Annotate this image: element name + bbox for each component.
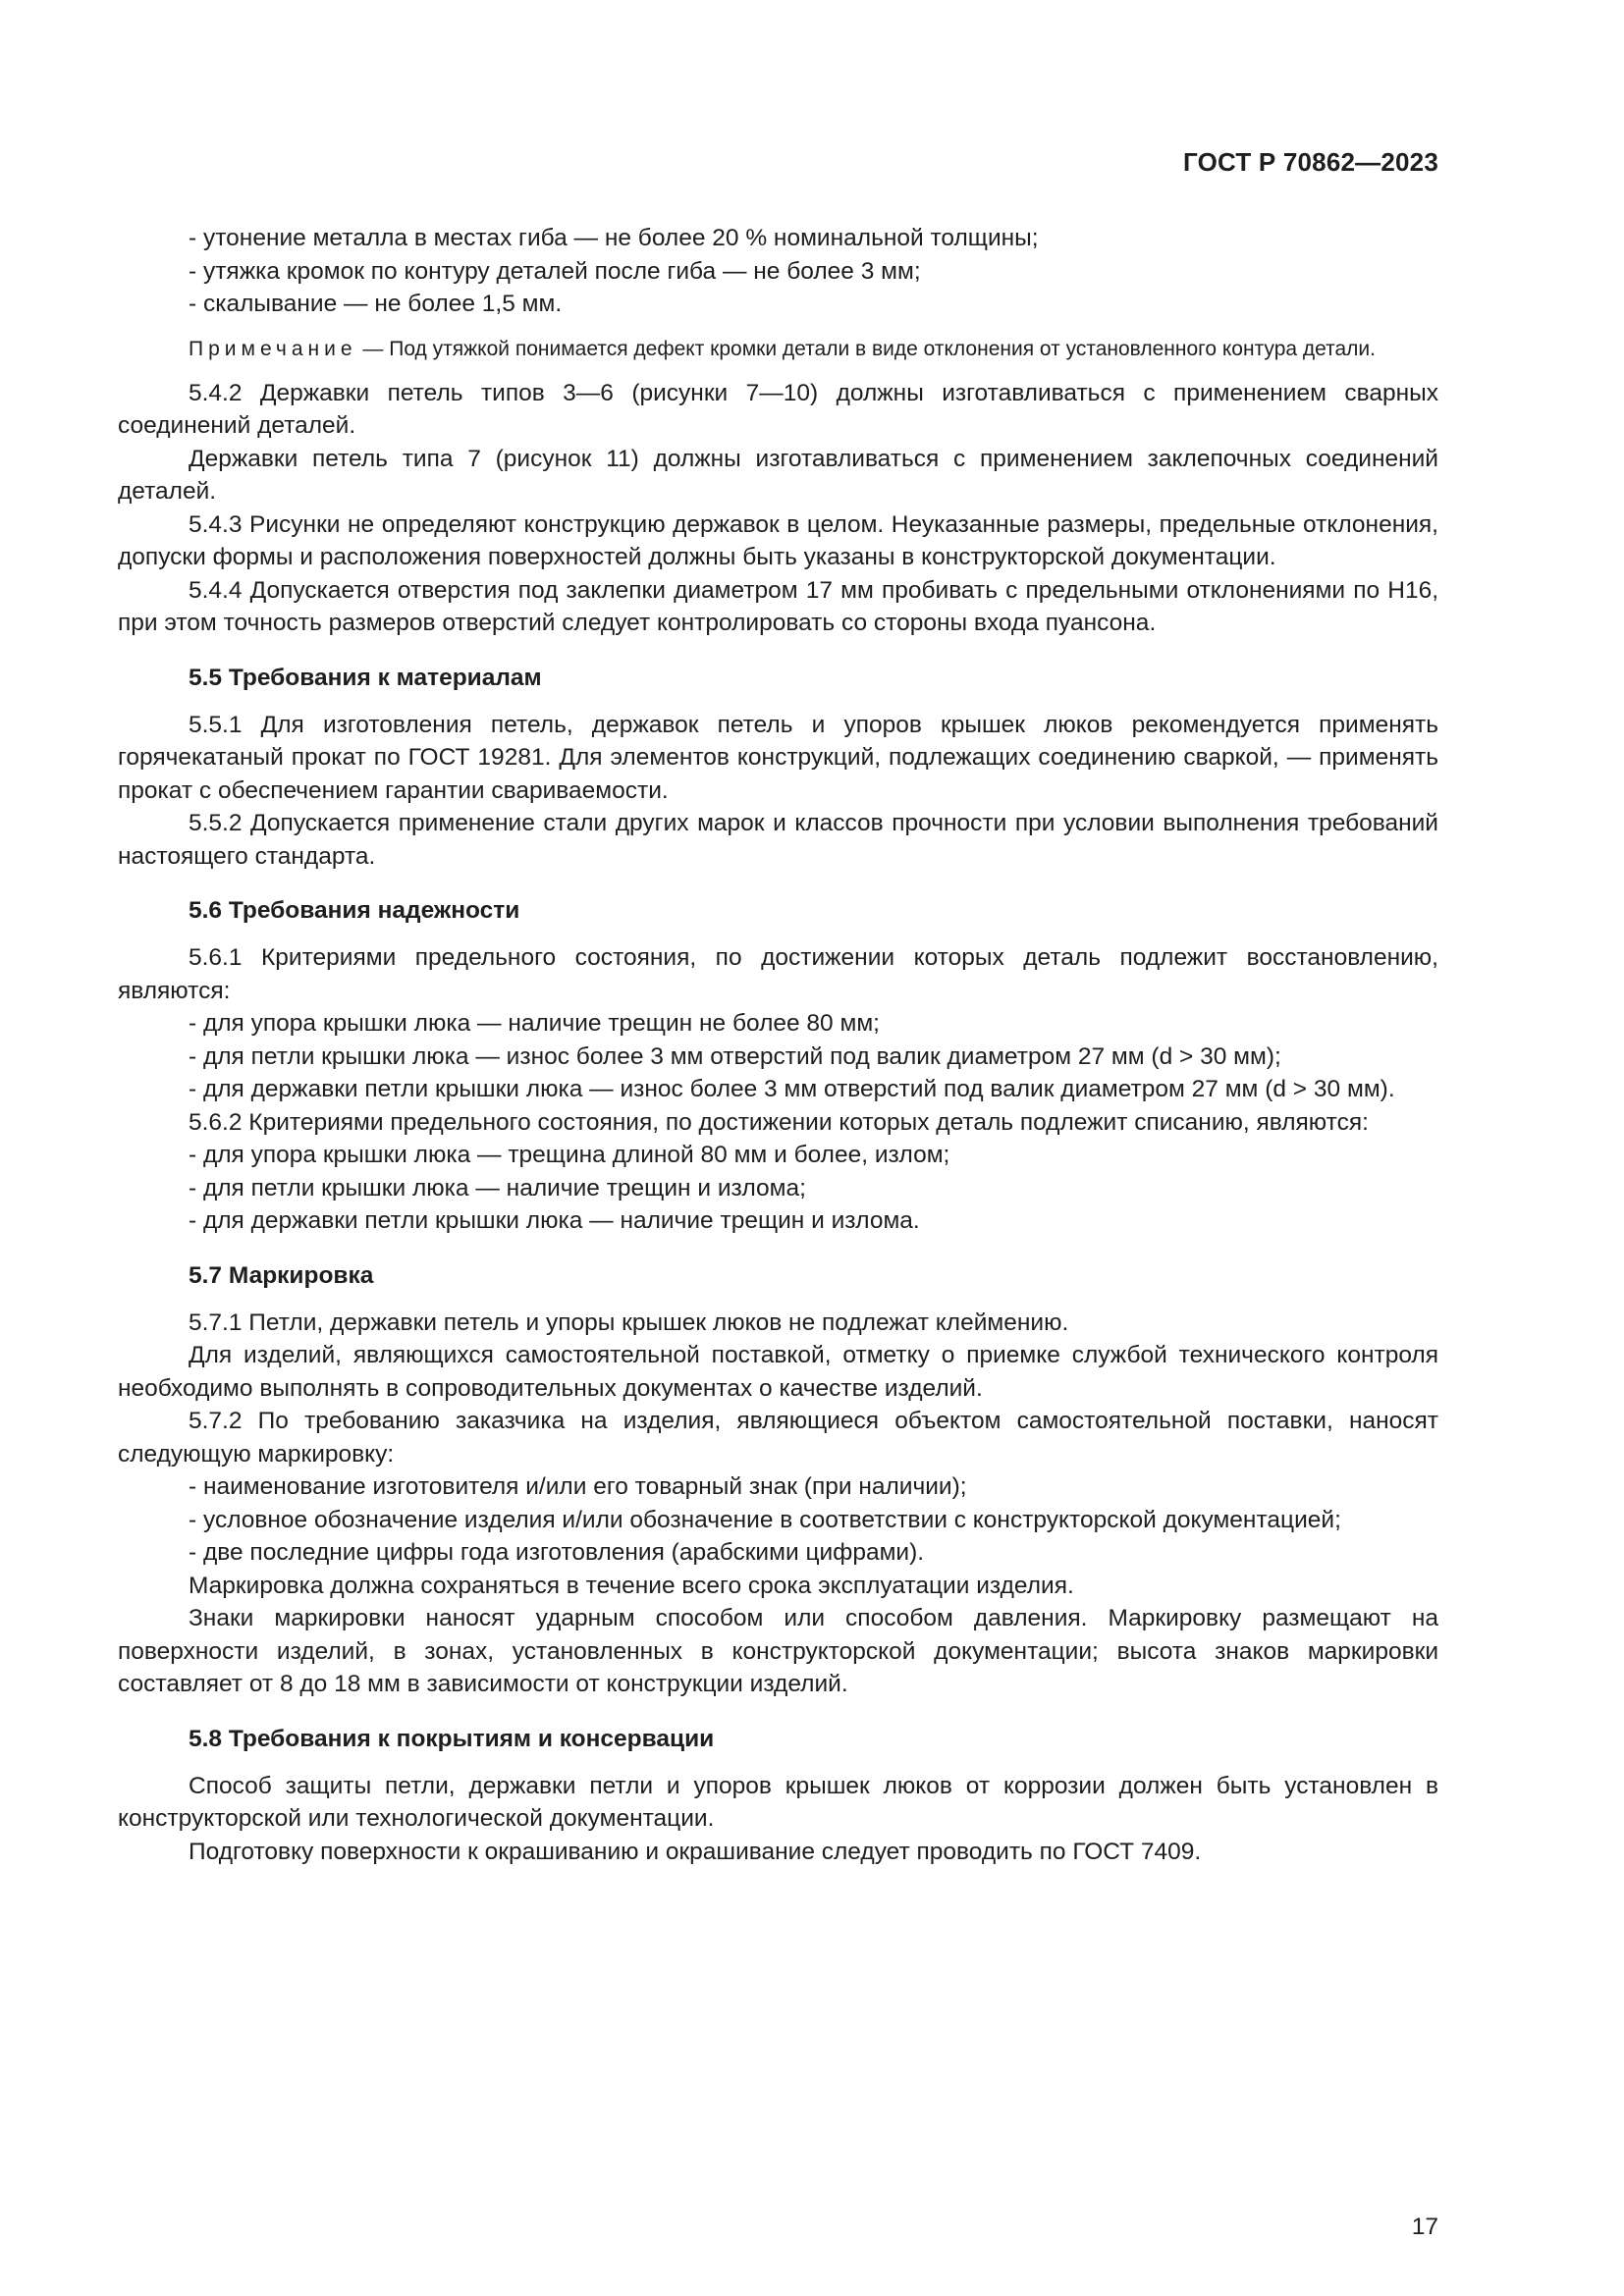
paragraph: Державки петель типа 7 (рисунок 11) должны изготавливаться с применением заклепочных соединений деталей. (118, 445, 1438, 505)
paragraph: Для изделий, являющихся самостоятельной поставкой, отметку о приемке службой технического контроля необходимо выполнять в сопроводительных документах о качестве изделий. (118, 1342, 1438, 1402)
list-item: - для упора крышки люка — трещина длиной 80 мм и более, излом; (189, 1142, 950, 1168)
paragraph: 5.5.2 Допускается применение стали других марок и классов прочности при условии выполнения требований настоящего стандарта. (118, 810, 1438, 870)
list-item: - скалывание — не более 1,5 мм. (189, 291, 563, 317)
list-item: - две последние цифры года изготовления (арабскими цифрами). (189, 1539, 925, 1566)
paragraph: Подготовку поверхности к окрашиванию и окрашивание следует проводить по ГОСТ 7409. (189, 1838, 1202, 1865)
list-item: - для петли крышки люка — наличие трещин и излома; (189, 1174, 806, 1201)
paragraph: Знаки маркировки наносят ударным способом или способом давления. Маркировку размещают на поверхности изделий, в зонах, установленных в конструкторской документации; высота знаков маркировки составляет от 8 до 18 мм в зависимости от конструкции изделий. (118, 1605, 1438, 1697)
note-label: Примечание (189, 337, 357, 360)
note (118, 335, 1438, 363)
section-heading-5-8: 5.8 Требования к покрытиям и консервации (189, 1725, 715, 1752)
list-item: - для упора крышки люка — наличие трещин не более 80 мм; (189, 1010, 880, 1037)
section-heading-5-7: 5.7 Маркировка (189, 1261, 374, 1289)
document-body (118, 222, 1438, 1868)
section-5-8 (118, 1770, 1438, 1869)
paragraph: 5.7.1 Петли, державки петель и упоры крышек люков не подлежат клеймению. (189, 1308, 1069, 1336)
paragraph: 5.6.2 Критериями предельного состояния, по достижении которых деталь подлежит списанию, являются: (189, 1108, 1369, 1136)
paragraph: 5.4.4 Допускается отверстия под заклепки диаметром 17 мм пробивать с предельными отклонениями по Н16, при этом точность размеров отверстий следует контролировать со стороны входа пуансона. (118, 576, 1438, 636)
page-number: 17 (1411, 2214, 1438, 2240)
paragraph: 5.5.1 Для изготовления петель, державок петель и упоров крышек люков рекомендуется применять горячекатаный прокат по ГОСТ 19281. Для элементов конструкций, подлежащих соединению сваркой, — применять прокат с обеспечением гарантии свариваемости. (118, 711, 1438, 804)
clause-5-4 (118, 377, 1438, 640)
list-item: - утяжка кромок по контуру деталей после гиба — не более 3 мм; (189, 257, 921, 285)
paragraph: Маркировка должна сохраняться в течение всего срока эксплуатации изделия. (189, 1572, 1074, 1599)
document-id: ГОСТ Р 70862—2023 (1183, 147, 1438, 177)
list-item: - утонение металла в местах гиба — не более 20 % номинальной толщины; (189, 225, 1039, 251)
intro-list (118, 222, 1438, 321)
section-5-6 (118, 941, 1438, 1238)
paragraph: 5.4.2 Державки петель типов 3—6 (рисунки 7—10) должны изготавливаться с применением сварных соединений деталей. (118, 379, 1438, 439)
list-item: - для державки петли крышки люка — наличие трещин и излома. (189, 1207, 920, 1234)
note-text: — Под утяжкой понимается дефект кромки детали в виде отклонения от установленного контура детали. (362, 337, 1377, 360)
list-item: - для петли крышки люка — износ более 3 мм отверстий под валик диаметром 27 мм (d > 30 мм); (189, 1042, 1281, 1070)
section-5-7 (118, 1307, 1438, 1701)
paragraph: 5.7.2 По требованию заказчика на изделия, являющиеся объектом самостоятельной поставки, наносят следующую маркировку: (118, 1408, 1438, 1468)
section-heading-5-5: 5.5 Требования к материалам (189, 664, 542, 691)
paragraph: 5.6.1 Критериями предельного состояния, по достижении которых деталь подлежит восстановлению, являются: (118, 944, 1438, 1004)
section-heading-5-6: 5.6 Требования надежности (189, 897, 520, 924)
list-item: - для державки петли крышки люка — износ более 3 мм отверстий под валик диаметром 27 мм (d > 30 мм). (189, 1076, 1395, 1102)
section-5-5 (118, 709, 1438, 874)
paragraph: 5.4.3 Рисунки не определяют конструкцию державок в целом. Неуказанные размеры, предельные отклонения, допуски формы и расположения поверхностей должны быть указаны в конструкторской документации. (118, 510, 1438, 570)
paragraph: Способ защиты петли, державки петли и упоров крышек люков от коррозии должен быть установлен в конструкторской или технологической документации. (118, 1772, 1438, 1832)
list-item: - условное обозначение изделия и/или обозначение в соответствии с конструкторской документацией; (189, 1506, 1341, 1533)
document-page (118, 0, 1438, 2296)
list-item: - наименование изготовителя и/или его товарный знак (при наличии); (189, 1473, 967, 1500)
